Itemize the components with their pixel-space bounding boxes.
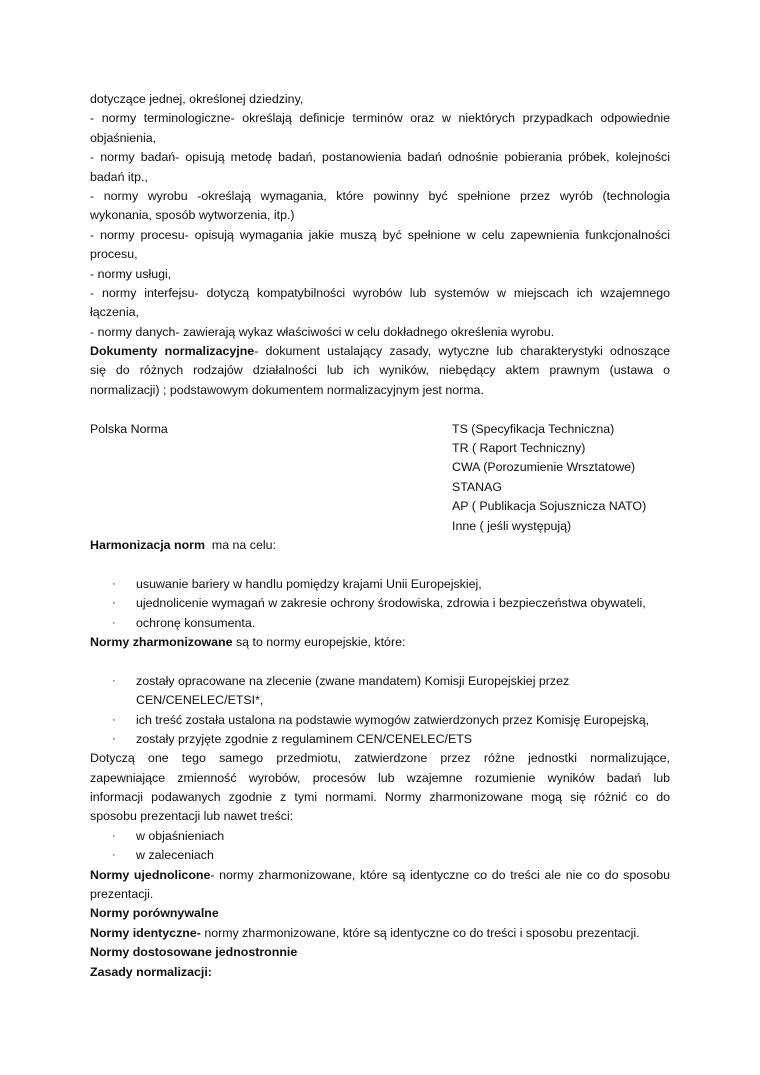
dokumenty-heading: Dokumenty normalizacyjne (90, 344, 255, 359)
harmonizacja-heading-line (90, 536, 670, 555)
type-item: Inne ( jeśli występują) (452, 518, 572, 533)
ujednolicone-paragraph (90, 866, 670, 885)
identyczne-text: normy zharmonizowane, które są identyczne co do treści i sposobu prezentacji. (204, 925, 640, 940)
type-item: CWA (Porozumienie Wrsztatowe) (452, 460, 636, 475)
bullet-glyph: · (112, 713, 116, 726)
zharmonizowane-text: są to normy europejskie, które: (235, 634, 406, 649)
document-types (90, 420, 670, 536)
text-line: się do różnych rodzajów działalności lub ich wyników, niebędący aktem prawnym (ustawa o (90, 363, 670, 378)
list-item (90, 575, 670, 594)
list-item-text: usuwanie bariery w handlu pomiędzy krajami Unii Europejskiej, (136, 576, 482, 591)
porownywalne-heading: Normy porównywalne (90, 906, 219, 921)
list-item-text: zostały opracowane na zlecenie (zwane mandatem) Komisji Europejskiej przez (136, 673, 570, 688)
text-line: objaśnienia, (90, 130, 157, 145)
text-line: prezentacji. (90, 887, 154, 902)
zasady-heading-line (90, 963, 670, 982)
bullet-glyph: · (112, 597, 116, 610)
bullet-glyph: · (112, 674, 116, 687)
text-line: - normy terminologiczne- określają definicje terminów oraz w niektórych przypadkach odpowiednie (90, 111, 670, 126)
list-item (90, 846, 670, 865)
type-item: TS (Specyfikacja Techniczna) (452, 421, 615, 436)
text-line: - normy interfejsu- dotyczą kompatybilności wyrobów lub systemów w miejscach ich wzajemnego (90, 285, 670, 300)
text-line: wykonania, sposób wytworzenia, itp.) (90, 208, 295, 223)
list-item-text: w objaśnieniach (136, 828, 225, 843)
dokumenty-text: - dokument ustalający zasady, wytyczne lub charakterystyki odnoszące (254, 344, 670, 359)
ujednolicone-text: - normy zharmonizowane, które są identyczne co do treści ale nie co do sposobu (210, 867, 670, 882)
harmonizacja-text: ma na celu: (211, 537, 276, 552)
type-item: AP ( Publikacja Sojusznicza NATO) (452, 499, 647, 514)
text-line: - normy procesu- opisują wymagania jakie muszą być spełnione w celu zapewnienia funkcjonalności (90, 227, 670, 242)
text-line: informacji podawanych zgodnie z tymi normami. Normy zharmonizowane mogą się różnić co do (90, 790, 670, 805)
type-row (90, 420, 670, 439)
list-item (90, 827, 670, 846)
type-row (90, 439, 670, 458)
identyczne-paragraph (90, 924, 670, 943)
list-item-text: ochronę konsumenta. (136, 615, 256, 630)
text-line: łączenia, (90, 305, 139, 320)
text-line: badań itp., (90, 169, 148, 184)
bullet-glyph: · (112, 577, 116, 590)
list-item-text: ujednolicenie wymagań w zakresie ochrony środowiska, zdrowia i bezpieczeństwa obywateli, (136, 596, 646, 611)
porownywalne-heading-line (90, 904, 670, 923)
type-row (90, 458, 670, 477)
list-item-continuation: CEN/CENELEC/ETSI*, (136, 693, 264, 708)
text-line: zapewniające zmienność wyrobów, procesów lub wzajemne rozumienie wyników badań lub (90, 770, 670, 785)
list-item-text: w zaleceniach (136, 848, 214, 863)
type-row (90, 478, 670, 497)
type-item: TR ( Raport Techniczny) (452, 441, 586, 456)
type-row (90, 497, 670, 516)
zasady-heading: Zasady normalizacji: (90, 964, 212, 979)
text-line: procesu, (90, 247, 138, 262)
text-line: Dotyczą one tego samego przedmiotu, zatwierdzone przez różne jednostki normalizujące, (90, 751, 670, 766)
text-line: - normy usługi, (90, 266, 172, 281)
list-item (90, 594, 670, 613)
bullet-glyph: · (112, 732, 116, 745)
dostosowane-heading-line (90, 943, 670, 962)
bullet-glyph: · (112, 829, 116, 842)
ujednolicone-heading: Normy ujednolicone (90, 867, 211, 882)
text-line: normalizacji) ; podstawowym dokumentem normalizacyjnym jest norma. (90, 382, 484, 397)
type-polska-norma: Polska Norma (90, 421, 168, 436)
dokumenty-paragraph (90, 342, 670, 361)
text-line: - normy wyrobu -określają wymagania, które powinny być spełnione przez wyrób (technologia (90, 188, 670, 203)
list-item-text: zostały przyjęte zgodnie z regulaminem CEN/CENELEC/ETS (136, 731, 473, 746)
bullet-glyph: · (112, 849, 116, 862)
list-item (90, 730, 670, 749)
dostosowane-heading: Normy dostosowane jednostronnie (90, 945, 298, 960)
text-line: - normy danych- zawierają wykaz właściwości w celu dokładnego określenia wyrobu. (90, 324, 555, 339)
list-item (90, 614, 670, 633)
list-item (90, 711, 670, 730)
zharmonizowane-heading-line (90, 633, 670, 652)
text-line: sposobu prezentacji lub nawet treści: (90, 809, 294, 824)
text-line: dotyczące jednej, określonej dziedziny, (90, 92, 304, 106)
text-line: - normy badań- opisują metodę badań, postanowienia badań odnośnie pobierania próbek, kolejności (90, 150, 670, 165)
bullet-glyph: · (112, 616, 116, 629)
zharmonizowane-heading: Normy zharmonizowane (90, 634, 233, 649)
document-page (90, 90, 670, 982)
harmonizacja-heading: Harmonizacja norm (90, 537, 205, 552)
type-item: STANAG (452, 479, 503, 494)
identyczne-heading: Normy identyczne- (90, 925, 201, 940)
type-row (90, 517, 670, 536)
list-item-text: ich treść została ustalona na podstawie wymogów zatwierdzonych przez Komisję Europejską, (136, 712, 650, 727)
list-item (90, 672, 670, 691)
